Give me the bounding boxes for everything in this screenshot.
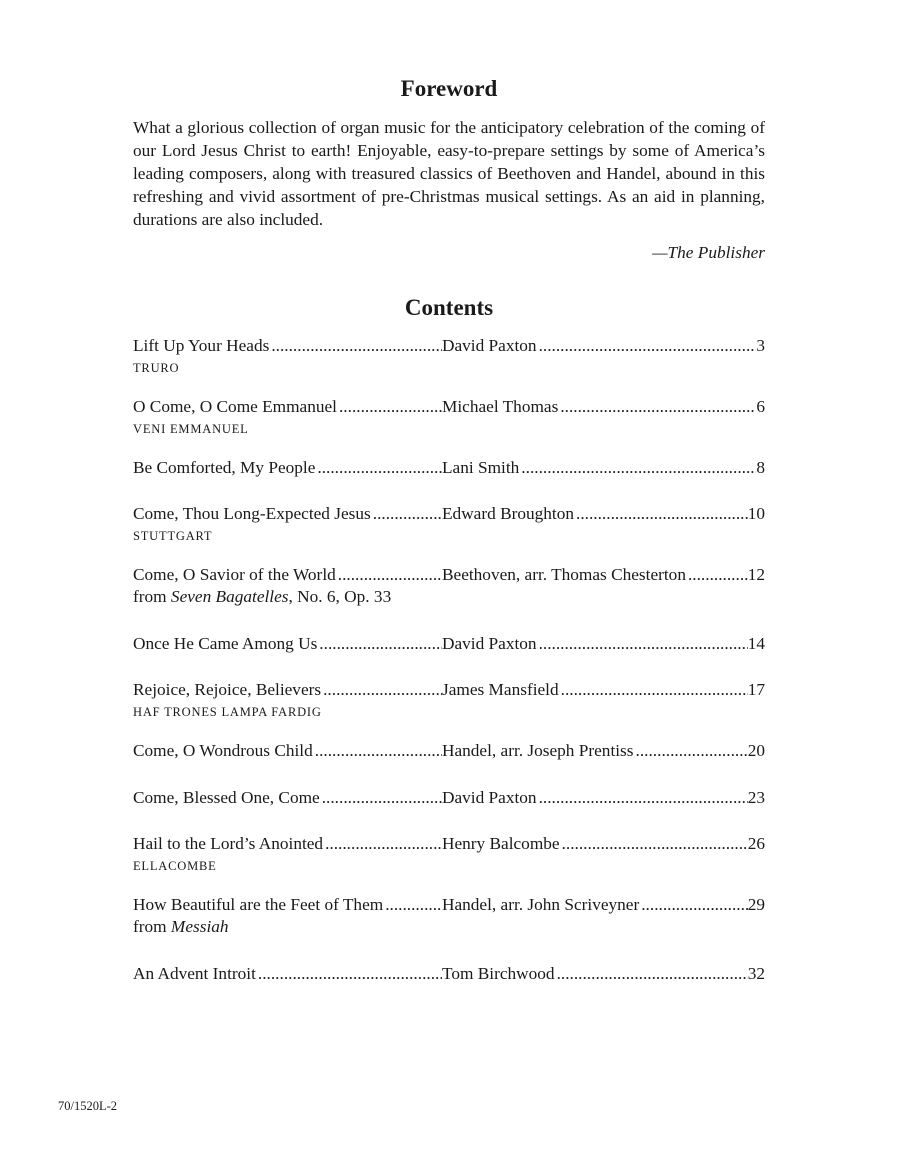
toc-title: Come, O Wondrous Child	[133, 741, 313, 760]
toc-entry[interactable]	[133, 786, 765, 809]
toc-page-number: 14	[747, 634, 765, 653]
toc-title: Rejoice, Rejoice, Believers	[133, 680, 322, 699]
toc-page-number: 23	[747, 788, 765, 807]
toc-composer: David Paxton	[442, 788, 537, 807]
foreword-body: What a glorious collection of organ music for the anticipatory celebration of the coming of our Lord Jesus Christ to earth! Enjoyable, easy-to-prepare settings by some of America’s leading composers, along with treasured classics of Beethoven and Handel, abound in this refreshing and vivid assortment of pre-Christmas musical settings. As an aid in planning, durations are also included.	[133, 118, 765, 229]
toc-page-number: 17	[747, 680, 765, 699]
toc-entry[interactable]	[133, 456, 765, 479]
leader-dots	[321, 678, 442, 701]
toc-page-number: 32	[747, 964, 765, 983]
leader-dots	[320, 786, 442, 809]
toc-page-number: 26	[747, 834, 765, 853]
toc-hymn-tune: HAF TRONES LAMPA FARDIG	[133, 705, 322, 719]
toc-title: Be Comforted, My People	[133, 458, 316, 477]
toc-composer: David Paxton	[442, 336, 537, 355]
leader-dots	[519, 456, 756, 479]
leader-dots	[559, 678, 748, 701]
toc-composer: James Mansfield	[442, 680, 559, 699]
toc-page-number: 29	[747, 895, 765, 914]
leader-dots	[558, 395, 756, 418]
leader-dots	[537, 632, 748, 655]
toc-composer: Handel, arr. John Scriveyner	[442, 895, 640, 914]
leader-dots	[317, 632, 442, 655]
toc-title: Hail to the Lord’s Anointed	[133, 834, 324, 853]
toc-source	[133, 586, 765, 608]
toc-entry[interactable]	[133, 832, 765, 875]
toc-entry[interactable]	[133, 678, 765, 721]
toc-page-number: 20	[747, 741, 765, 760]
foreword-signature: —The Publisher	[652, 243, 765, 262]
leader-dots	[574, 502, 748, 525]
toc-composer: Tom Birchwood	[442, 964, 555, 983]
toc-title: An Advent Introit	[133, 964, 256, 983]
leader-dots	[555, 962, 748, 985]
toc-title: Come, O Savior of the World	[133, 565, 336, 584]
leader-dots	[371, 502, 442, 525]
toc-title: Come, Thou Long-Expected Jesus	[133, 504, 371, 523]
source-prefix: from	[133, 587, 171, 606]
leader-dots	[337, 395, 442, 418]
toc-entry[interactable]	[133, 334, 765, 377]
toc-composer: Edward Broughton	[442, 504, 574, 523]
toc-hymn-tune: VENI EMMANUEL	[133, 422, 249, 436]
foreword-heading: Foreword	[400, 76, 498, 101]
source-work: Messiah	[170, 917, 229, 936]
toc-composer: Michael Thomas	[442, 397, 559, 416]
toc-page-number: 8	[756, 458, 765, 477]
toc-composer: David Paxton	[442, 634, 537, 653]
toc-composer: Handel, arr. Joseph Prentiss	[442, 741, 634, 760]
toc-entry[interactable]	[133, 502, 765, 545]
toc-composer: Beethoven, arr. Thomas Chesterton	[442, 565, 686, 584]
leader-dots	[639, 893, 747, 916]
source-suffix: , No. 6, Op. 33	[288, 587, 392, 606]
toc-entry[interactable]	[133, 395, 765, 438]
toc-entry[interactable]	[133, 962, 765, 985]
toc-source	[133, 916, 765, 938]
toc-composer: Lani Smith	[442, 458, 520, 477]
leader-dots	[383, 893, 442, 916]
toc-entry[interactable]	[133, 739, 765, 762]
contents-heading: Contents	[404, 295, 494, 320]
toc-page-number: 12	[747, 565, 765, 584]
toc-page-number: 3	[756, 336, 765, 355]
leader-dots	[560, 832, 748, 855]
leader-dots	[537, 786, 748, 809]
toc-page-number: 6	[756, 397, 765, 416]
toc-hymn-tune: TRURO	[133, 361, 180, 375]
toc-composer: Henry Balcombe	[442, 834, 560, 853]
toc-title: O Come, O Come Emmanuel	[133, 397, 337, 416]
leader-dots	[537, 334, 757, 357]
toc-title: How Beautiful are the Feet of Them	[133, 895, 384, 914]
toc-entry[interactable]	[133, 563, 765, 608]
leader-dots	[634, 739, 748, 762]
leader-dots	[336, 563, 442, 586]
toc-entry[interactable]	[133, 632, 765, 655]
source-prefix: from	[133, 917, 171, 936]
leader-dots	[323, 832, 442, 855]
leader-dots	[313, 739, 442, 762]
leader-dots	[269, 334, 442, 357]
toc-title: Lift Up Your Heads	[133, 336, 270, 355]
toc-hymn-tune: STUTTGART	[133, 529, 213, 543]
toc-page-number: 10	[747, 504, 765, 523]
toc-title: Come, Blessed One, Come	[133, 788, 320, 807]
toc-entry[interactable]	[133, 893, 765, 938]
toc-title: Once He Came Among Us	[133, 634, 318, 653]
catalog-number: 70/1520L-2	[58, 1099, 118, 1113]
leader-dots	[315, 456, 442, 479]
toc-hymn-tune: ELLACOMBE	[133, 859, 217, 873]
leader-dots	[686, 563, 748, 586]
leader-dots	[256, 962, 442, 985]
source-work: Seven Bagatelles	[170, 587, 289, 606]
